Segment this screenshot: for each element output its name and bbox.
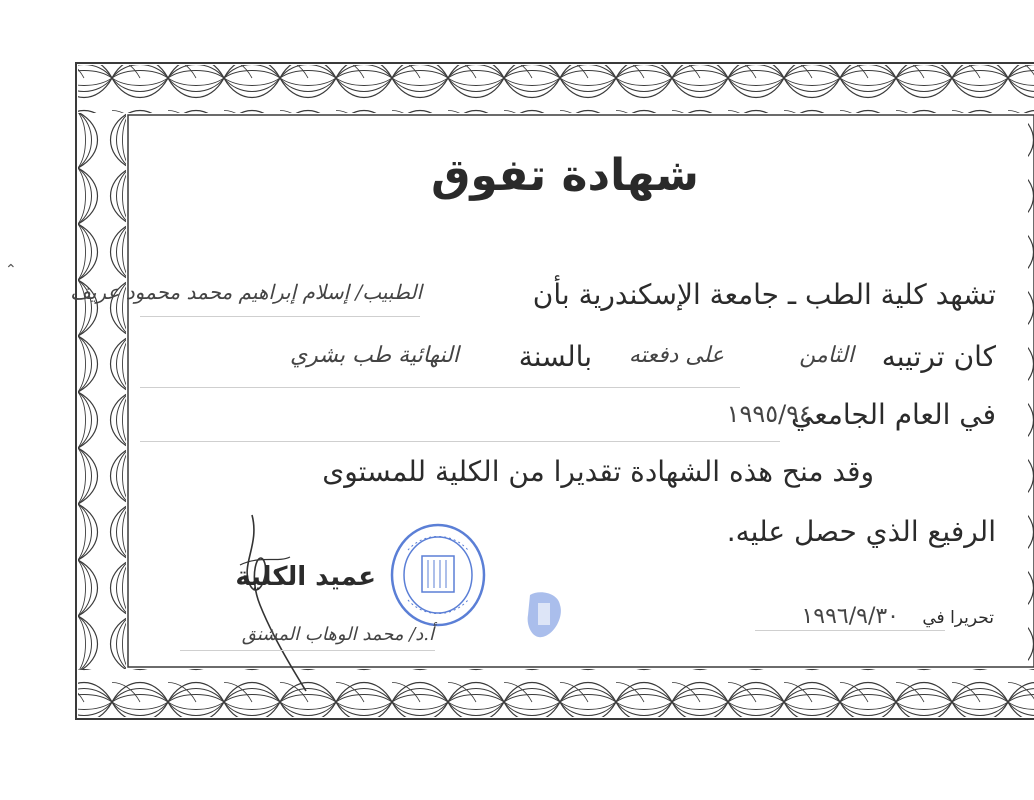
- line4: وقد منح هذه الشهادة تقديرا من الكلية للمستوى: [322, 455, 874, 488]
- signature: [230, 505, 320, 695]
- dean-name: أ.د/ محمد الوهاب المشنق: [241, 624, 434, 645]
- university-seal-stamp: [388, 520, 488, 630]
- line5: الرفيع الذي حصل عليه.: [726, 515, 996, 548]
- dean-title: عميد الكلية: [235, 562, 376, 592]
- embossed-stamp: [520, 585, 570, 645]
- study-year: النهائية طب بشري: [289, 343, 459, 368]
- fill-line: [140, 387, 740, 388]
- fill-line: [180, 650, 435, 651]
- student-name: الطبيب/ إسلام إبراهيم محمد محمود عريف: [70, 280, 422, 304]
- student-rank: الثامن: [799, 343, 854, 368]
- margin-mark: ⌃: [5, 262, 17, 278]
- line1-printed: تشهد كلية الطب ـ جامعة الإسكندرية بأن: [532, 278, 996, 311]
- fill-line: [140, 441, 780, 442]
- line2-printed-b: بالسنة: [518, 340, 592, 373]
- fill-line: [755, 630, 945, 631]
- issue-date: ١٩٩٦/٩/٣٠: [801, 604, 899, 629]
- certificate-title: شهادة تفوق: [431, 150, 699, 201]
- fill-line: [140, 316, 420, 317]
- line3-printed: في العام الجامعي: [791, 398, 996, 431]
- academic-year: ١٩٩٥/٩٤: [726, 400, 812, 428]
- line2-printed-a: كان ترتيبه: [881, 340, 996, 373]
- date-label: تحريرا في: [922, 608, 994, 628]
- class-label: على دفعته: [628, 343, 724, 368]
